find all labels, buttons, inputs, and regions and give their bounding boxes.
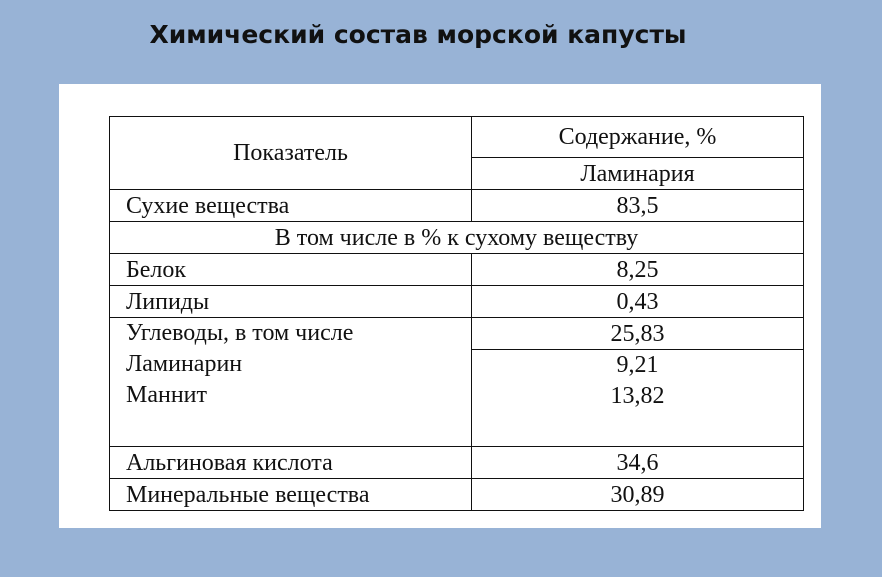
row-value: 9,21 [616, 352, 659, 378]
section-label: В том числе в % к сухому веществу [110, 222, 804, 254]
row-value: 13,82 [610, 383, 665, 409]
header-indicator: Показатель [110, 117, 472, 190]
row-name: Ламинарин [126, 351, 243, 377]
table-section-row [110, 222, 804, 254]
document-page [59, 84, 821, 528]
row-name: Маннит [126, 382, 208, 408]
row-name: Альгиновая кислота [110, 447, 472, 479]
row-name: Сухие вещества [110, 190, 472, 222]
table-row [110, 479, 804, 511]
row-name: Минеральные вещества [110, 479, 472, 511]
composition-table [109, 116, 804, 511]
row-name: Белок [110, 254, 472, 286]
table-row [110, 447, 804, 479]
row-value: 34,6 [472, 447, 804, 479]
header-species: Ламинария [472, 158, 804, 190]
row-value: 8,25 [472, 254, 804, 286]
table-row [110, 318, 804, 350]
carbohydrates-subvalues [472, 350, 804, 447]
header-content: Содержание, % [472, 117, 804, 158]
table-row [110, 254, 804, 286]
row-name: Липиды [110, 286, 472, 318]
table-row [110, 190, 804, 222]
slide-title: Химический состав морской капусты [149, 20, 687, 49]
carbohydrates-cell [110, 318, 472, 447]
table-header-row [110, 117, 804, 158]
table-row [110, 286, 804, 318]
row-value: 83,5 [472, 190, 804, 222]
row-value: 30,89 [472, 479, 804, 511]
row-value: 0,43 [472, 286, 804, 318]
row-name: Углеводы, в том числе [126, 320, 354, 346]
row-value: 25,83 [472, 318, 804, 350]
